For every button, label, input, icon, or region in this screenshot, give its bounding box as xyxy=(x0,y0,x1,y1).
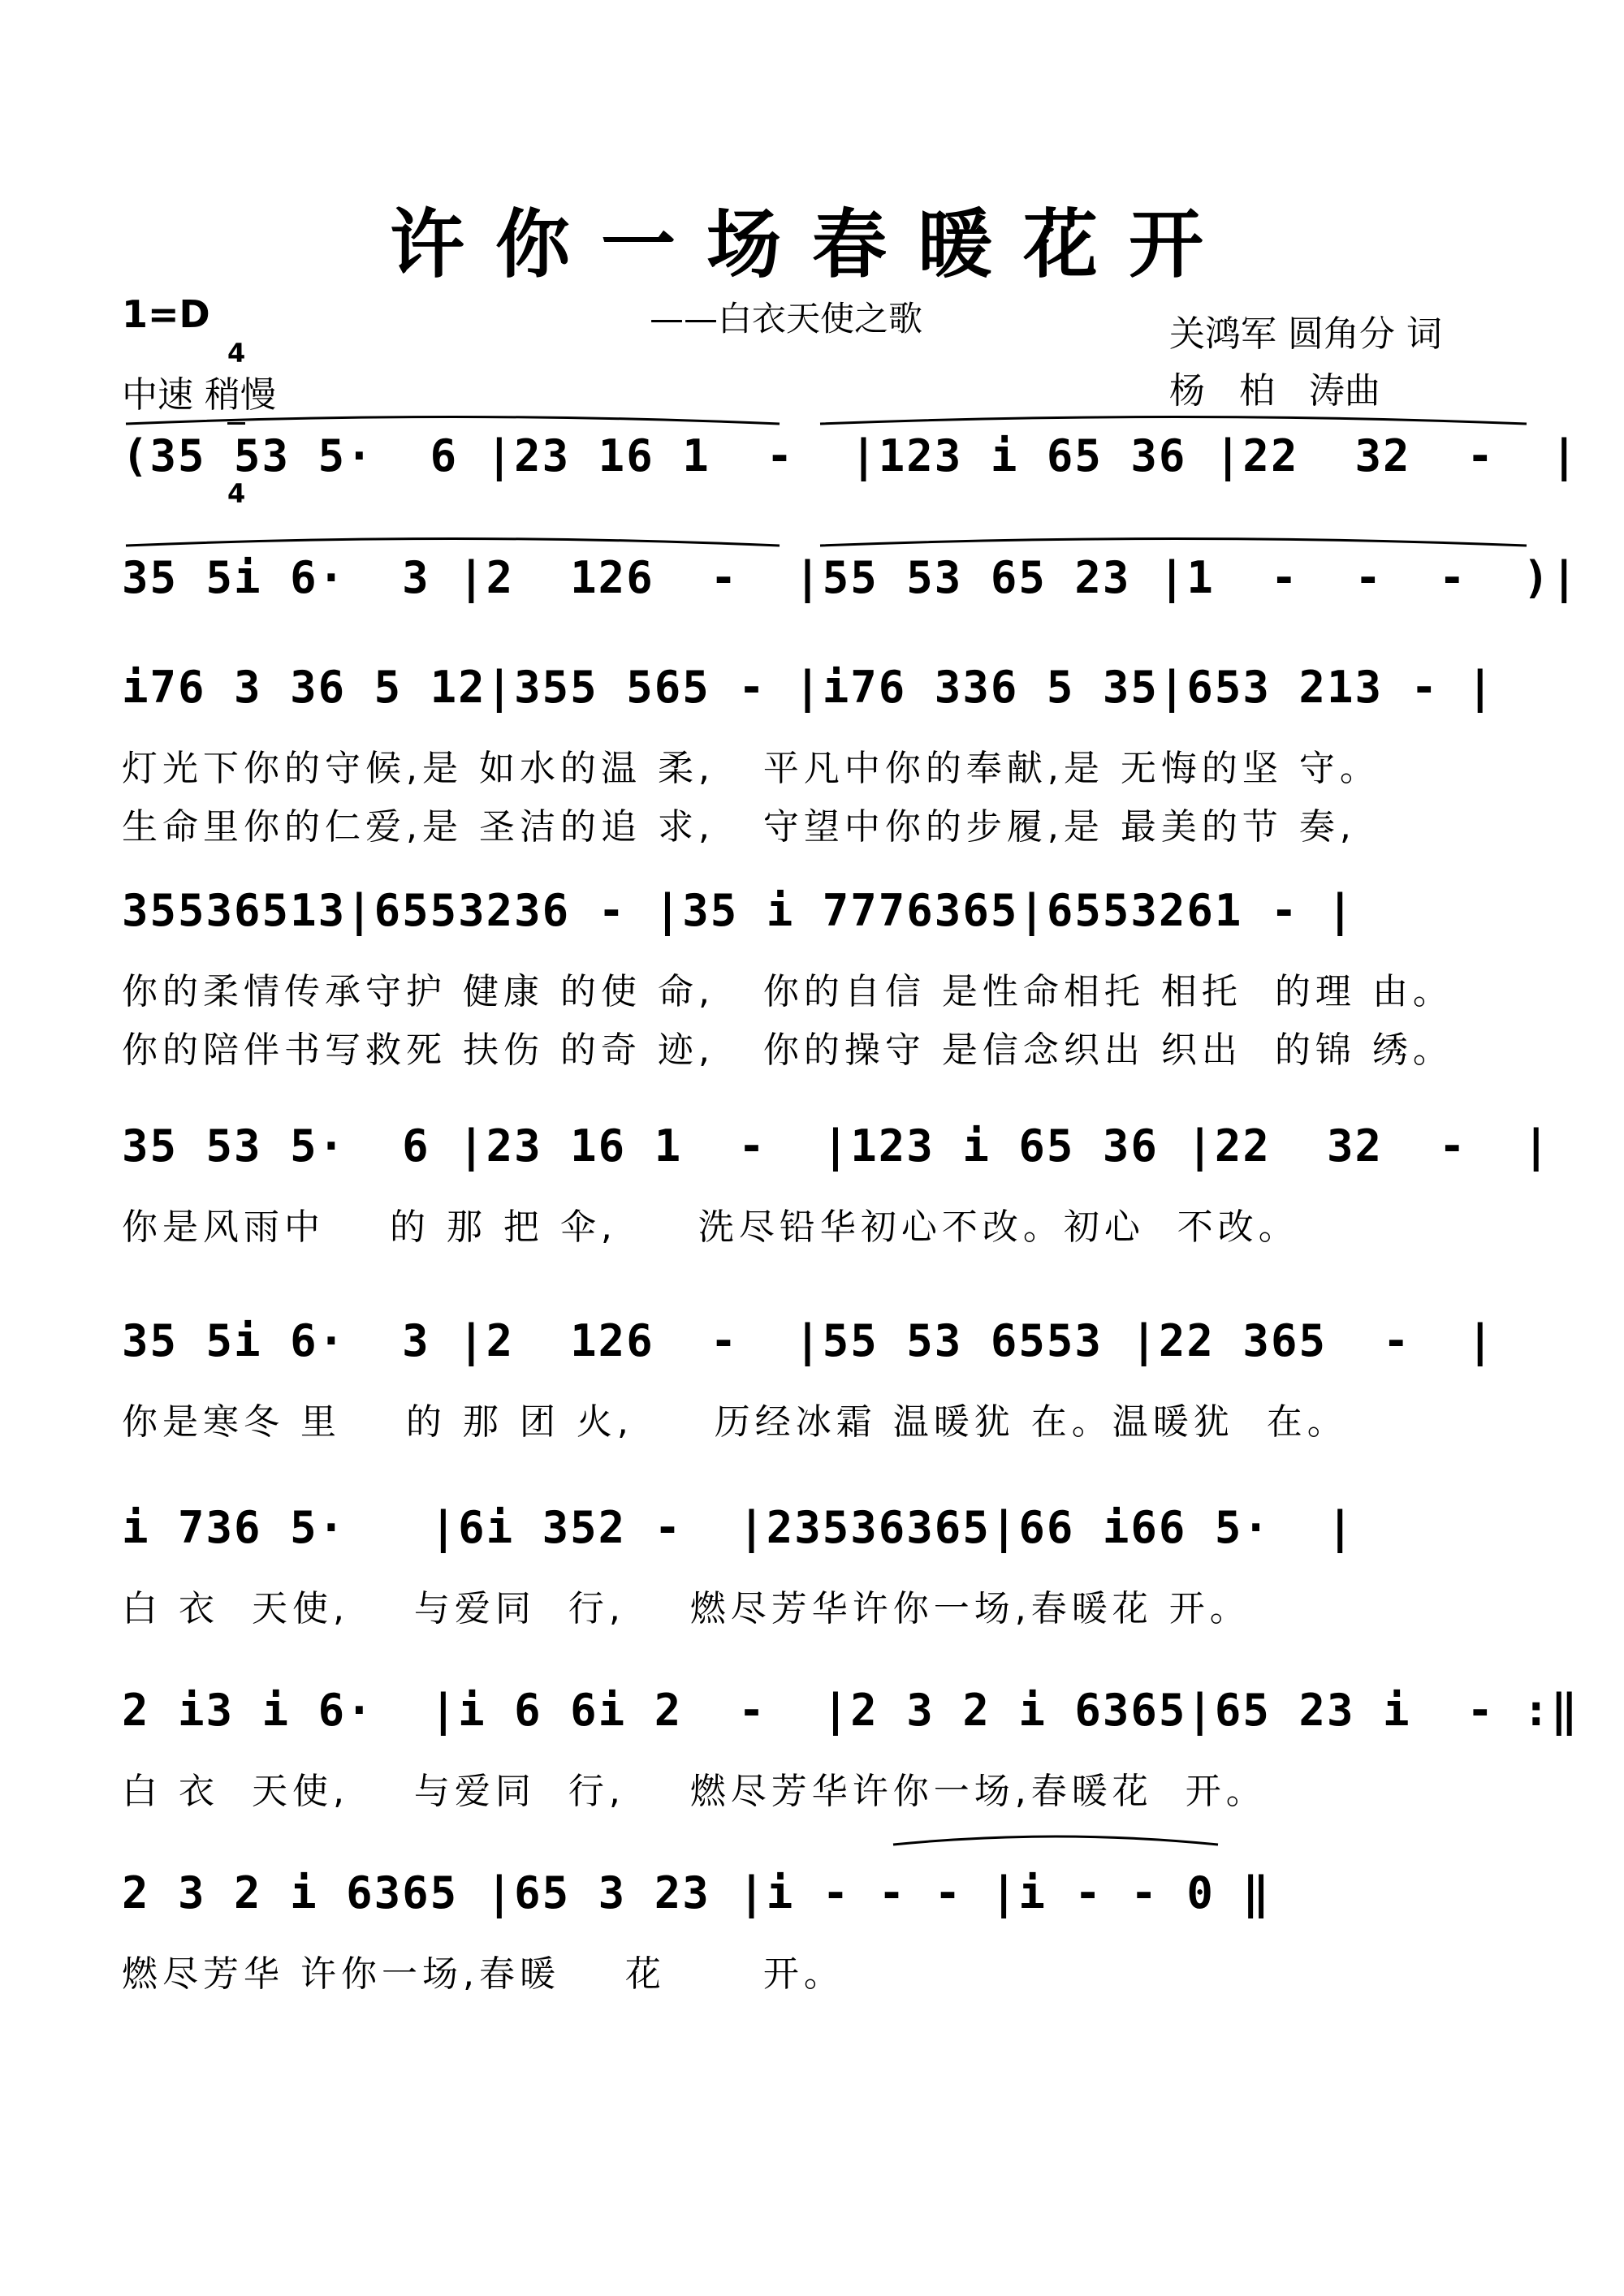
lyric-line: 你的陪伴书写救死 扶伤 的奇 迹, 你的操守 是信念织出 织出 的锦 绣。 xyxy=(122,1029,1453,1071)
lyric-line: 你的柔情传承守护 健康 的使 命, 你的自信 是性命相托 相托 的理 由。 xyxy=(122,971,1453,1012)
slur-arc xyxy=(126,417,780,425)
lyricist-credit: 关鸿军 圆角分 词 xyxy=(1169,313,1442,355)
time-signature-bottom: 4 xyxy=(227,478,246,509)
lyric-line: 生命里你的仁爱,是 圣洁的追 求, 守望中你的步履,是 最美的节 奏, xyxy=(122,806,1356,848)
lyric-line: 你是寒冬 里 的 那 团 火, 历经冰霜 温暖犹 在。温暖犹 在。 xyxy=(122,1401,1348,1443)
notation-line: 2 3 2 i 6365 |65 3 23 |i - - - |i - - 0 ‖ xyxy=(122,1867,1271,1918)
notation-line: i76 3 36 5 12|355 565 - |i76 336 5 35|653 213 - | xyxy=(122,662,1496,713)
lyric-line: 燃尽芳华 许你一场,春暖 花 开。 xyxy=(122,1953,844,1995)
lyric-line: 你是风雨中 的 那 把 伞, 洗尽铅华初心不改。初心 不改。 xyxy=(122,1206,1299,1248)
lyric-line: 灯光下你的守候,是 如水的温 柔, 平凡中你的奉献,是 无悔的坚 守。 xyxy=(122,748,1380,789)
composer-credit: 杨 柏 涛曲 xyxy=(1169,370,1380,412)
song-title: 许你一场春暖花开 xyxy=(389,201,1234,288)
notation-line: 35536513|6553236 - |35 i 7776365|6553261 - | xyxy=(122,885,1355,936)
lyric-line: 白 衣 天使, 与爱同 行, 燃尽芳华许你一场,春暖花 开。 xyxy=(122,1588,1250,1629)
subtitle: ——白衣天使之歌 xyxy=(650,299,923,339)
slur-arc xyxy=(820,539,1527,546)
notation-line: 35 5i 6· 3 |2 126 - |55 53 6553 |22 365 - | xyxy=(122,1315,1496,1366)
notation-line: 35 5i 6· 3 |2 126 - |55 53 65 23 |1 - - - )| xyxy=(122,552,1579,603)
slur-arc xyxy=(820,417,1527,425)
lyric-line: 白 衣 天使, 与爱同 行, 燃尽芳华许你一场,春暖花 开。 xyxy=(122,1771,1267,1812)
notation-line: (35 53 5· 6 |23 16 1 - |123 i 65 36 |22 32 - | xyxy=(122,430,1579,481)
notation-line: 35 53 5· 6 |23 16 1 - |123 i 65 36 |22 32 - | xyxy=(122,1120,1552,1172)
tempo-marking: 中速 稍慢 xyxy=(122,374,276,416)
notation-line: i 736 5· |6i 352 - |23536365|66 i66 5· | xyxy=(122,1502,1355,1553)
tie-arc xyxy=(893,1836,1218,1845)
time-signature-top: 4 xyxy=(227,338,246,369)
notation-line: 2 i3 i 6· |i 6 6i 2 - |2 3 2 i 6365|65 23 i - :‖ xyxy=(122,1685,1579,1736)
key-signature: 1=D xyxy=(122,292,210,336)
slur-arc xyxy=(126,539,780,546)
